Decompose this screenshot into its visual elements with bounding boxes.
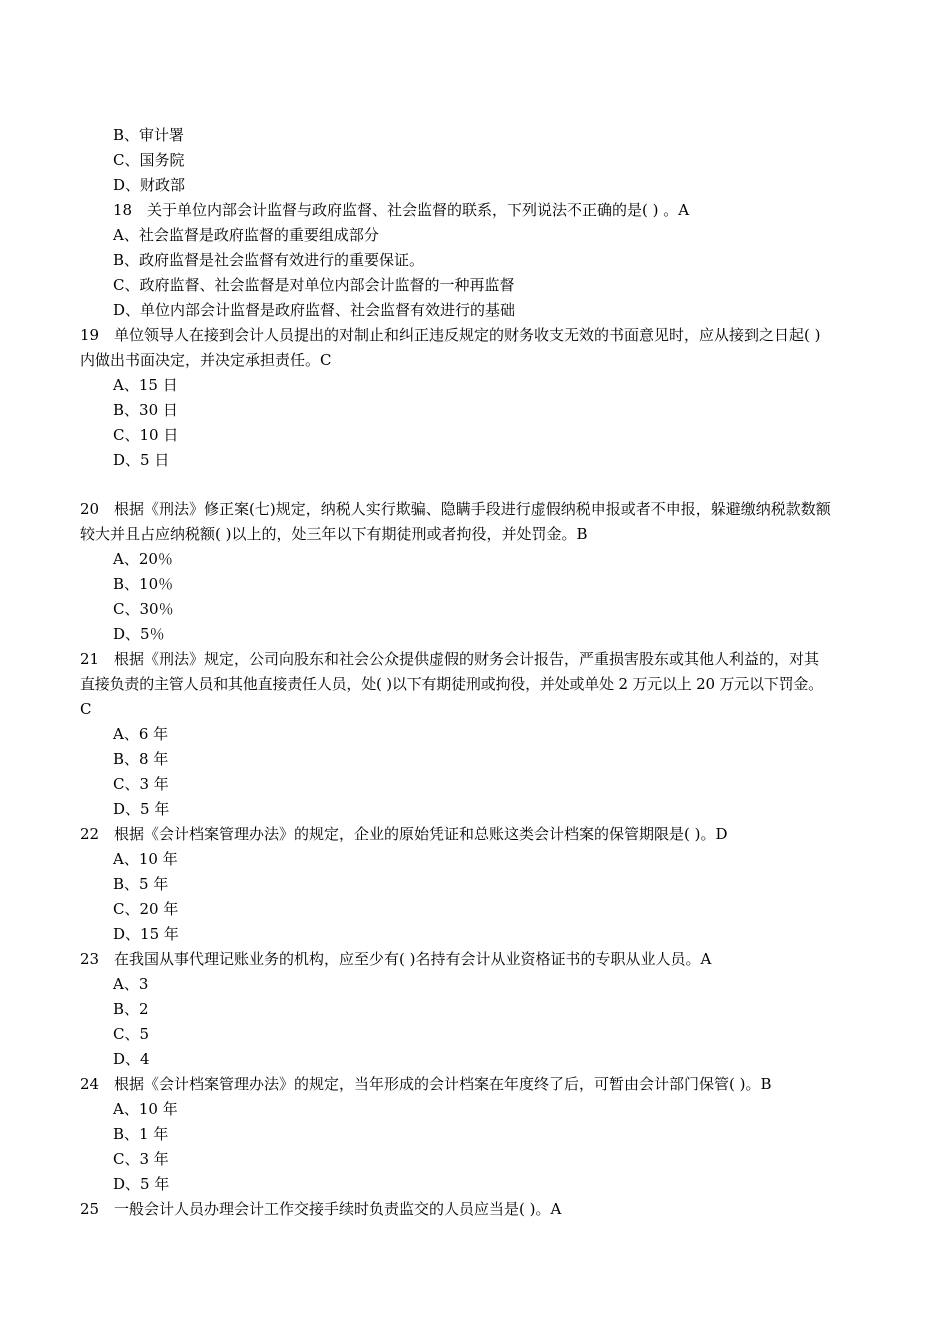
option-19-d: D、5 日 [113,451,170,469]
option-18-a: A、社会监督是政府监督的重要组成部分 [113,226,379,244]
question-text: 一般会计人员办理会计工作交接手续时负责监交的人员应当是( )。A [114,1200,562,1218]
question-20 [80,497,831,522]
question-21-continuation: 直接负责的主管人员和其他直接责任人员，处( )以下有期徒刑或拘役，并处或单处 2 万元以上 20 万元以下罚金。 [80,675,823,693]
option-24-d: D、5 年 [113,1175,170,1193]
option-20-a: A、20％ [113,550,173,568]
question-number: 18 [113,201,133,219]
question-number: 22 [80,825,100,843]
option-20-d: D、5％ [113,625,165,643]
question-20-continuation: 较大并且占应纳税额( )以上的，处三年以下有期徒刑或者拘役，并处罚金。B [80,525,588,543]
option-23-c: C、5 [113,1025,150,1043]
question-text: 单位领导人在接到会计人员提出的对制止和纠正违反规定的财务收支无效的书面意见时，应从接到之日起( ) [114,326,821,344]
option-23-a: A、3 [113,975,149,993]
question-number: 24 [80,1075,100,1093]
option-23-d: D、4 [113,1050,150,1068]
question-21 [80,647,819,672]
question-text: 根据《刑法》规定，公司向股东和社会公众提供虚假的财务会计报告，严重损害股东或其他人利益的，对其 [114,650,820,668]
option-24-b: B、1 年 [113,1125,169,1143]
question-23 [80,947,711,972]
option-21-b: B、8 年 [113,750,169,768]
option-20-b: B、10％ [113,575,174,593]
option-22-d: D、15 年 [113,925,179,943]
option-18-d: D、单位内部会计监督是政府监督、社会监督有效进行的基础 [113,301,516,319]
question-number: 23 [80,950,100,968]
question-text: 根据《刑法》修正案(七)规定，纳税人实行欺骗、隐瞒手段进行虚假纳税申报或者不申报，躲避缴纳税款数额 [114,500,831,518]
option-17-b: B、审计署 [113,126,185,144]
question-number: 20 [80,500,100,518]
option-22-a: A、10 年 [113,850,178,868]
question-19-continuation: 内做出书面决定，并决定承担责任。C [80,351,332,369]
option-18-b: B、政府监督是社会监督有效进行的重要保证。 [113,251,425,269]
option-23-b: B、2 [113,1000,149,1018]
option-22-b: B、5 年 [113,875,169,893]
question-text: 在我国从事代理记账业务的机构，应至少有( )名持有会计从业资格证书的专职从业人员。A [114,950,712,968]
option-20-c: C、30％ [113,600,174,618]
option-21-d: D、5 年 [113,800,170,818]
option-19-a: A、15 日 [113,376,178,394]
question-text: 根据《会计档案管理办法》的规定，企业的原始凭证和总账这类会计档案的保管期限是( )。D [114,825,728,843]
option-19-b: B、30 日 [113,401,178,419]
option-19-c: C、10 日 [113,426,179,444]
question-18 [113,198,689,223]
option-21-a: A、6 年 [113,725,169,743]
question-number: 25 [80,1200,100,1218]
question-number: 19 [80,326,100,344]
question-25 [80,1197,561,1222]
question-text: 关于单位内部会计监督与政府监督、社会监督的联系，下列说法不正确的是( ) 。A [147,201,690,219]
option-17-d: D、财政部 [113,176,186,194]
option-18-c: C、政府监督、社会监督是对单位内部会计监督的一种再监督 [113,276,515,294]
question-22 [80,822,728,847]
option-24-a: A、10 年 [113,1100,178,1118]
question-number: 21 [80,650,100,668]
option-24-c: C、3 年 [113,1150,169,1168]
option-22-c: C、20 年 [113,900,179,918]
option-17-c: C、国务院 [113,151,185,169]
question-19 [80,323,820,348]
question-24 [80,1072,772,1097]
question-21-answer: C [80,700,92,718]
option-21-c: C、3 年 [113,775,169,793]
question-text: 根据《会计档案管理办法》的规定，当年形成的会计档案在年度终了后，可暂由会计部门保管( )。B [114,1075,772,1093]
